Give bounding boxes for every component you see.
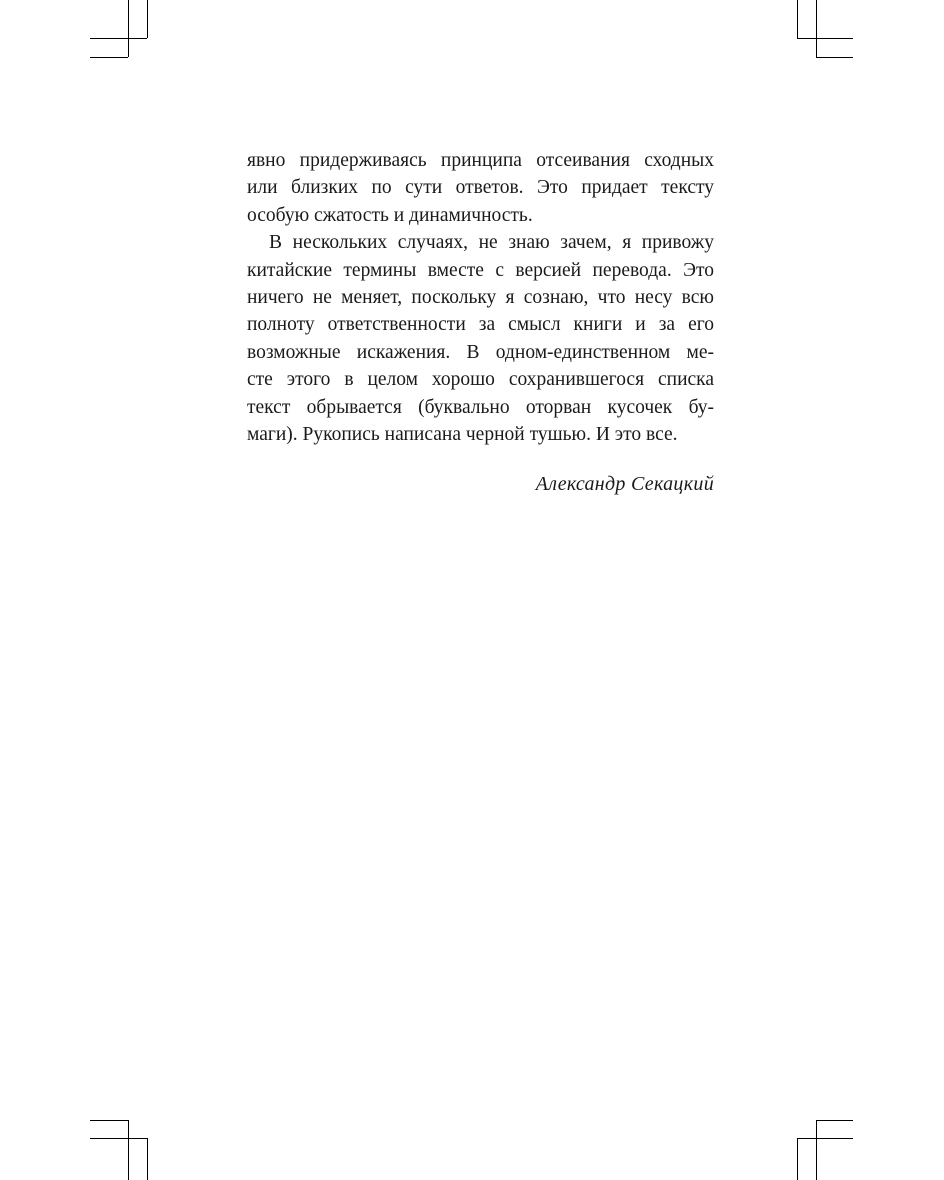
text-line: В нескольких случаях, не знаю зачем, я привожу [269, 232, 714, 254]
crop-mark-top-right-vertical-outer [797, 0, 798, 38]
crop-mark-bottom-left-horizontal-outer [90, 1120, 128, 1121]
paragraph-1 [247, 147, 714, 229]
crop-mark-bottom-right-horizontal [797, 1138, 853, 1139]
crop-mark-bottom-left-vertical-outer [147, 1138, 148, 1180]
crop-mark-bottom-right-horizontal-outer [816, 1120, 853, 1121]
crop-mark-top-right-horizontal-outer [816, 57, 853, 58]
crop-mark-top-right-horizontal [797, 38, 853, 39]
text-line: возможные искажения. В одном-единственном ме- [247, 341, 714, 363]
text-line: ничего не меняет, поскольку я сознаю, что несу всю [247, 287, 714, 309]
text-line: или близких по сути ответов. Это придает тексту [247, 177, 714, 199]
crop-mark-bottom-left-horizontal [90, 1138, 147, 1139]
body-text [247, 147, 714, 448]
text-line: текст обрывается (буквально оторван кусочек бу- [247, 396, 714, 418]
crop-mark-bottom-right-vertical-outer [797, 1138, 798, 1180]
crop-mark-top-left-vertical [128, 0, 129, 57]
text-line: полноту ответственности за смысл книги и за его [247, 314, 714, 336]
crop-mark-bottom-right-vertical [816, 1120, 817, 1180]
crop-mark-bottom-left-vertical [128, 1120, 129, 1180]
text-line: маги). Рукопись написана черной тушью. И это все. [247, 424, 678, 446]
crop-mark-top-left-vertical-outer [147, 0, 148, 38]
author-signature: Александр Секацкий [535, 473, 714, 495]
paragraph-2 [247, 229, 714, 448]
crop-mark-top-left-horizontal-outer [90, 57, 128, 58]
text-line: особую сжатость и динамичность. [247, 204, 533, 226]
text-line: китайские термины вместе с версией перевода. Это [247, 259, 714, 281]
text-line: явно придерживаясь принципа отсеивания сходных [247, 150, 714, 171]
text-line: сте этого в целом хорошо сохранившегося списка [247, 369, 714, 391]
crop-mark-top-left-horizontal [90, 38, 147, 39]
crop-mark-top-right-vertical [816, 0, 817, 57]
